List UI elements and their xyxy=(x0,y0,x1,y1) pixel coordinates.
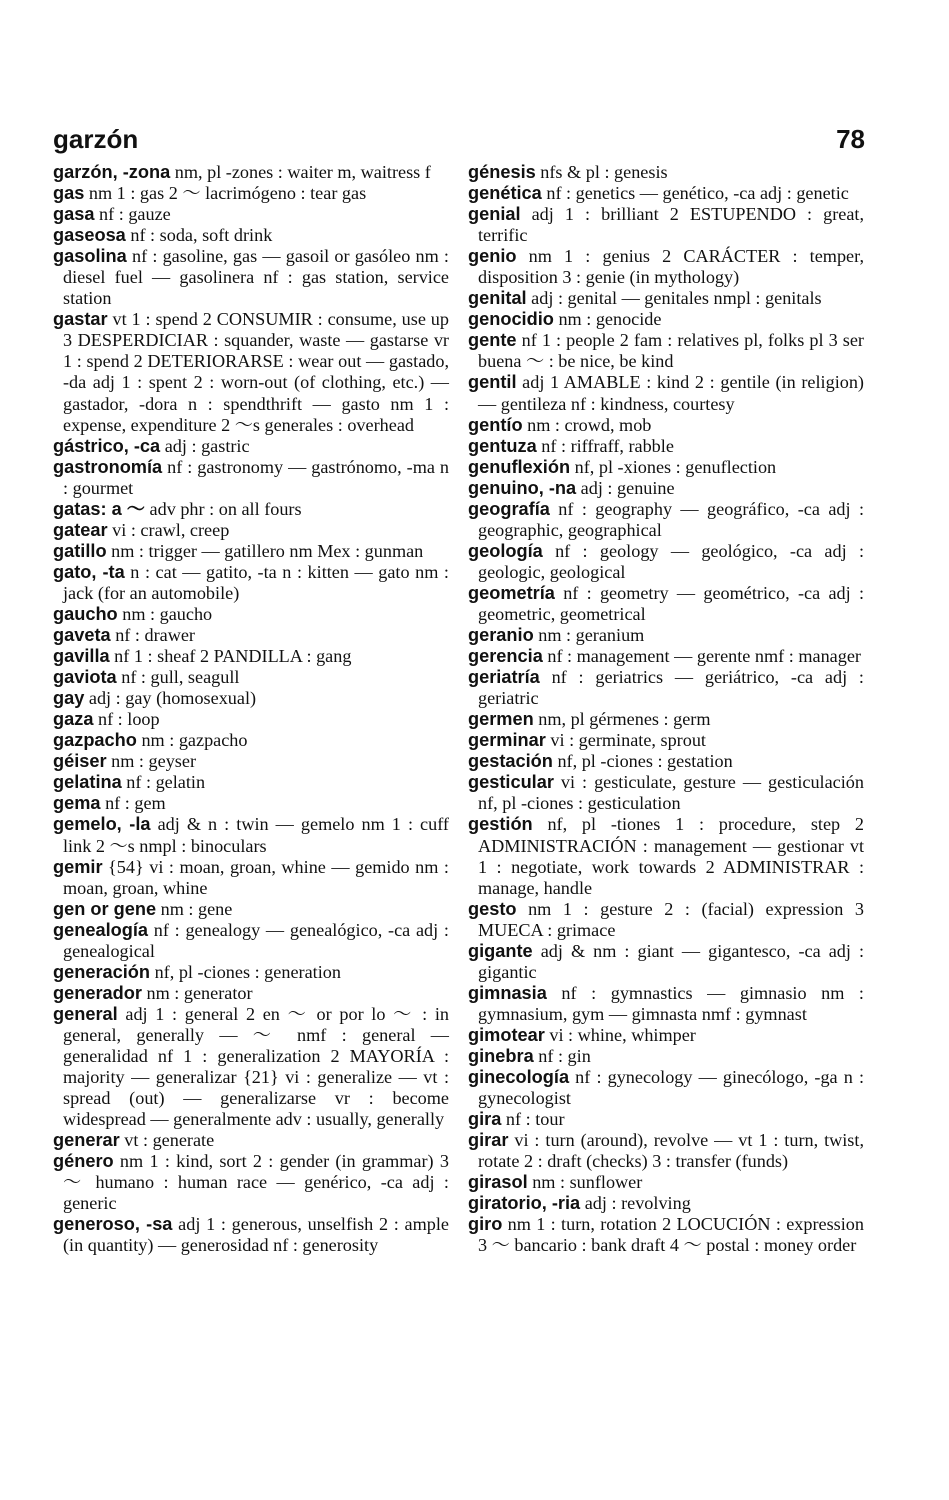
dictionary-entry: geriatría nf : geriatrics — geriátrico, -ca adj : geriatric xyxy=(468,667,864,709)
dictionary-entry: gasa nf : gauze xyxy=(53,204,171,225)
dictionary-entry: giratorio, -ria adj : revolving xyxy=(468,1193,691,1214)
dictionary-entry: geología nf : geology — geológico, -ca adj : geologic, geological xyxy=(468,540,864,582)
dictionary-entry: gatear vi : crawl, creep xyxy=(53,519,230,540)
dictionary-entry: genuino, -na adj : genuine xyxy=(468,477,675,498)
dictionary-entry: gaveta nf : drawer xyxy=(53,625,195,646)
dictionary-entry: gemelo, -la adj & n : twin — gemelo nm 1 : cuff link 2 ～s nmpl : binoculars xyxy=(53,814,449,856)
dictionary-entry: gentuza nf : riffraff, rabble xyxy=(468,435,674,456)
dictionary-entry: generación nf, pl -ciones : generation xyxy=(53,961,341,982)
dictionary-entry: gentil adj 1 AMABLE : kind 2 : gentile (in religion) — gentileza nf : kindness, courtesy xyxy=(468,372,864,414)
dictionary-entry: genealogía nf : genealogy — genealógico, -ca adj : genealogical xyxy=(53,919,449,961)
page-number: 78 xyxy=(836,124,865,154)
dictionary-entry: genio nm 1 : genius 2 CARÁCTER : temper, disposition 3 : genie (in mythology) xyxy=(468,246,864,288)
dictionary-entry: germinar vi : germinate, sprout xyxy=(468,730,706,751)
dictionary-entry: genuflexión nf, pl -xiones : genuflection xyxy=(468,456,777,477)
dictionary-entry: generar vt : generate xyxy=(53,1130,215,1151)
dictionary-entry: gazpacho nm : gazpacho xyxy=(53,730,248,751)
left-column xyxy=(53,162,449,1256)
dictionary-entry: gente nf 1 : people 2 fam : relatives pl, folks pl 3 ser buena ～ : be nice, be kind xyxy=(468,330,864,372)
dictionary-entry: girasol nm : sunflower xyxy=(468,1172,643,1193)
dictionary-entry: geometría nf : geometry — geométrico, -ca adj : geometric, geometrical xyxy=(468,582,864,624)
dictionary-entry: génesis nfs & pl : genesis xyxy=(468,162,668,182)
dictionary-entry: gástrico, -ca adj : gastric xyxy=(53,435,250,456)
dictionary-entry: gaucho nm : gaucho xyxy=(53,603,213,624)
dictionary-entry: germen nm, pl gérmenes : germ xyxy=(468,709,711,730)
dictionary-entry: gentío nm : crowd, mob xyxy=(468,414,652,435)
dictionary-entry: gastar vt 1 : spend 2 CONSUMIR : consume, use up 3 DESPERDICIAR : squander, waste — gastarse vr 1 : spend 2 DETERIORARSE : wear out — gastado, -da adj 1 : spent 2 : worn-out (of clothing, etc.) — gastador, -dora n : spendthrift — gasto nm 1 : expense, expenditure 2 ～s generales : overhead xyxy=(53,309,449,435)
dictionary-entry: genial adj 1 : brilliant 2 ESTUPENDO : great, terrific xyxy=(468,204,864,246)
dictionary-entry: gemir {54} vi : moan, groan, whine — gemido nm : moan, groan, whine xyxy=(53,856,449,898)
dictionary-entry: género nm 1 : kind, sort 2 : gender (in grammar) 3 ～ humano : human race — genérico, -ca adj : generic xyxy=(53,1151,449,1214)
dictionary-entry: genital adj : genital — genitales nmpl : genitals xyxy=(468,288,822,309)
dictionary-page xyxy=(53,124,865,1256)
dictionary-entry: girar vi : turn (around), revolve — vt 1 : turn, twist, rotate 2 : draft (checks) 3 : transfer (funds) xyxy=(468,1130,864,1172)
dictionary-entry: gas nm 1 : gas 2 ～ lacrimógeno : tear gas xyxy=(53,183,367,204)
dictionary-entry: garzón, -zona nm, pl -zones : waiter m, waitress f xyxy=(53,162,431,182)
dictionary-entry: gelatina nf : gelatin xyxy=(53,772,206,793)
dictionary-entry: gato, -ta n : cat — gatito, -ta n : kitten — gato nm : jack (for an automobile) xyxy=(53,561,449,603)
dictionary-entry: gesticular vi : gesticulate, gesture — gesticulación nf, pl -ciones : gesticulation xyxy=(468,772,864,814)
running-head: garzón xyxy=(53,124,139,154)
dictionary-entry: gastronomía nf : gastronomy — gastrónomo, -ma n : gourmet xyxy=(53,456,449,498)
dictionary-entry: gestión nf, pl -tiones 1 : procedure, step 2 ADMINISTRACIÓN : management — gestionar vt 1 : negotiate, work towards 2 ADMINISTRAR : manage, handle xyxy=(468,814,864,898)
dictionary-entry: gira nf : tour xyxy=(468,1109,565,1130)
dictionary-entry: gestación nf, pl -ciones : gestation xyxy=(468,751,733,772)
dictionary-entry: gimnasia nf : gymnastics — gimnasio nm : gymnasium, gym — gimnasta nmf : gymnast xyxy=(468,982,864,1024)
dictionary-entry: gerencia nf : management — gerente nmf : manager xyxy=(468,646,861,667)
dictionary-entry: genocidio nm : genocide xyxy=(468,309,662,330)
dictionary-entry: generador nm : generator xyxy=(53,982,253,1003)
dictionary-entry: gen or gene nm : gene xyxy=(53,898,233,919)
dictionary-entry: géiser nm : geyser xyxy=(53,751,196,772)
dictionary-entry: gigante adj & nm : giant — gigantesco, -ca adj : gigantic xyxy=(468,940,864,982)
dictionary-entry: gasolina nf : gasoline, gas — gasoil or gasóleo nm : diesel fuel — gasolinera nf : gas station, service station xyxy=(53,246,449,309)
dictionary-entry: generoso, -sa adj 1 : generous, unselfish 2 : ample (in quantity) — generosidad nf : generosity xyxy=(53,1214,449,1256)
dictionary-entry: gema nf : gem xyxy=(53,793,166,814)
dictionary-entry: gaza nf : loop xyxy=(53,709,160,730)
dictionary-entry: gesto nm 1 : gesture 2 : (facial) expression 3 MUECA : grimace xyxy=(468,898,864,940)
dictionary-entry: ginebra nf : gin xyxy=(468,1045,591,1066)
dictionary-entry: gimotear vi : whine, whimper xyxy=(468,1024,696,1045)
dictionary-entry: gatas: a ～ adv phr : on all fours xyxy=(53,498,302,519)
right-column xyxy=(468,162,864,1256)
dictionary-entry: geranio nm : geranium xyxy=(468,625,645,646)
dictionary-entry: gatillo nm : trigger — gatillero nm Mex : gunman xyxy=(53,540,424,561)
dictionary-entry: giro nm 1 : turn, rotation 2 LOCUCIÓN : expression 3 ～ bancario : bank draft 4 ～ postal : money order xyxy=(468,1214,864,1256)
dictionary-entry: gay adj : gay (homosexual) xyxy=(53,688,257,709)
page-header xyxy=(53,124,865,164)
dictionary-entry: gaseosa nf : soda, soft drink xyxy=(53,225,273,246)
dictionary-entry: genética nf : genetics — genético, -ca adj : genetic xyxy=(468,183,849,204)
dictionary-entry: gavilla nf 1 : sheaf 2 PANDILLA : gang xyxy=(53,646,352,667)
dictionary-entry: gaviota nf : gull, seagull xyxy=(53,667,240,688)
dictionary-entry: general adj 1 : general 2 en ～ or por lo ～ : in general, generally — ～ nmf : general — generalidad nf 1 : generalization 2 MAYORÍA : majority — generalizar {21} vi : generalize — vt : spread (out) — generalizarse vr : become widespread — generalmente adv : usually, generally xyxy=(53,1003,449,1130)
dictionary-entry: geografía nf : geography — geográfico, -ca adj : geographic, geographical xyxy=(468,498,864,540)
dictionary-entry: ginecología nf : gynecology — ginecólogo, -ga n : gynecologist xyxy=(468,1067,864,1109)
